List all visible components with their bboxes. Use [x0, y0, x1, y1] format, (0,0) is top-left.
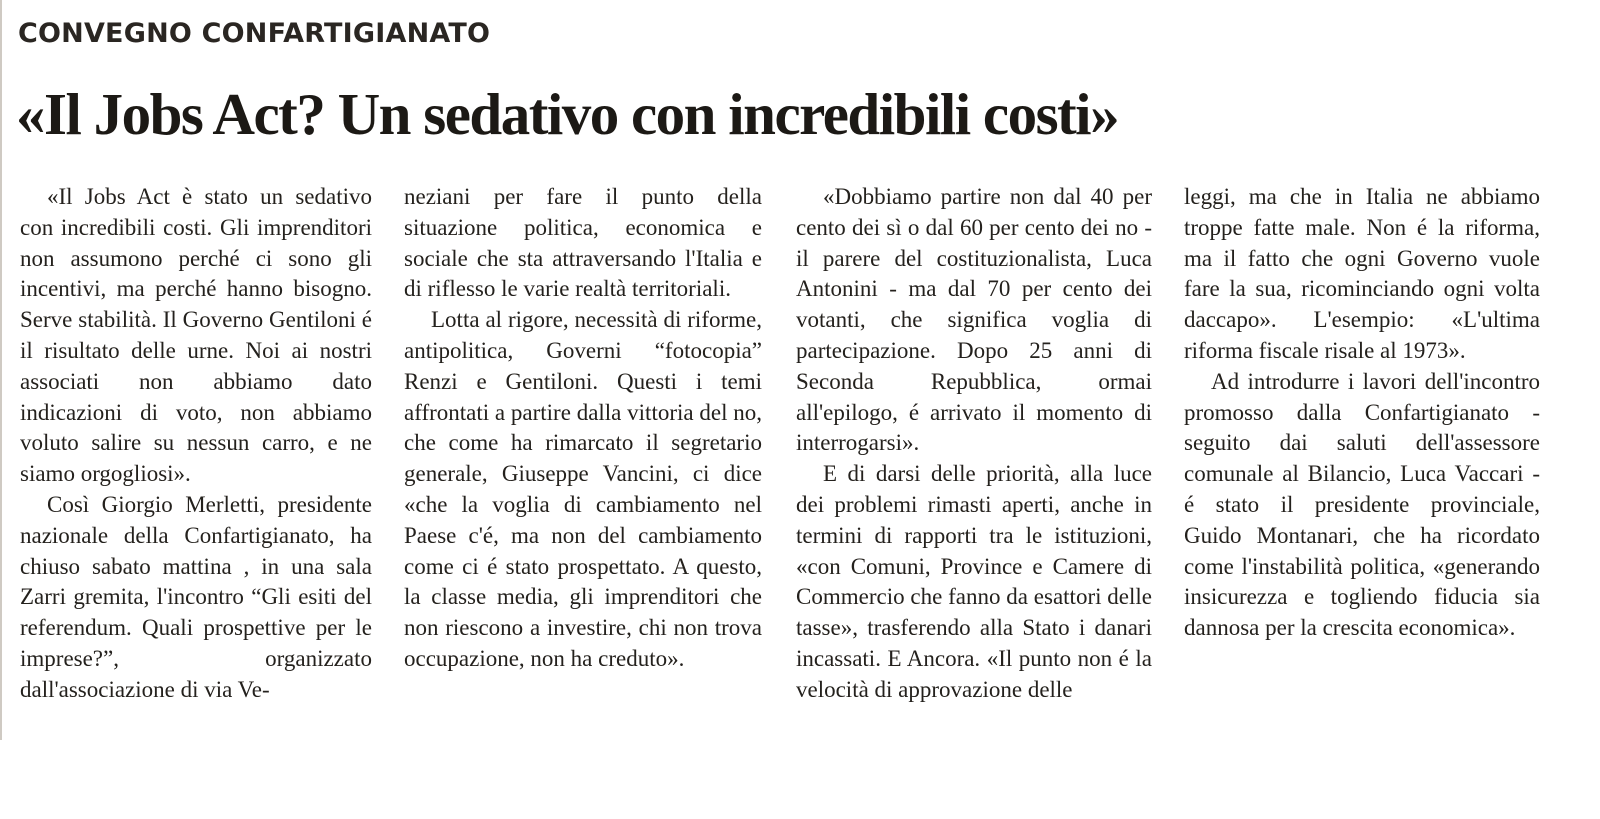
paragraph: E di darsi delle priorità, alla luce dei problemi rimasti aperti, anche in termini di rapporti tra le istituzioni, «con Comuni, Province e Camere di Commercio che fanno da esattori delle tasse», trasferendo alla Stato i danari incassati. E Ancora. «Il punto non é la velocità di approvazione delle	[796, 461, 1152, 702]
article-column-3	[796, 182, 1152, 706]
paragraph: Lotta al rigore, necessità di riforme, antipolitica, Governi “fotocopia” Renzi e Gentiloni. Questi i temi affrontati a partire dalla vittoria del no, che come ha rimarcato il segretario generale, Giuseppe Vancini, ci dice «che la voglia di cambiamento nel Paese c'é, ma non del cambiamento come ci é stato prospettato. A questo, la classe media, gli imprenditori che non riescono a investire, chi non trova occupazione, non ha creduto».	[404, 307, 762, 671]
section-kicker: CONVEGNO CONFARTIGIANATO	[18, 18, 491, 49]
article-column-2	[404, 182, 762, 675]
left-edge-rule	[0, 0, 2, 740]
paragraph: leggi, ma che in Italia ne abbiamo troppe fatte male. Non é la riforma, ma il fatto che ogni Governo vuole fare la sua, ricominciando ogni volta daccapo». L'esempio: «L'ultima riforma fiscale risale al 1973».	[1184, 184, 1540, 363]
paragraph: neziani per fare il punto della situazione politica, economica e sociale che sta attraversando l'Italia e di riflesso le varie realtà territoriali.	[404, 184, 762, 302]
paragraph: «Dobbiamo partire non dal 40 per cento dei sì o dal 60 per cento dei no - il parere del costituzionalista, Luca Antonini - ma dal 70 per cento dei votanti, che significa voglia di partecipazione. Dopo 25 anni di Seconda Repubblica, ormai all'epilogo, é arrivato il momento di interrogarsi».	[796, 184, 1152, 456]
headline: «Il Jobs Act? Un sedativo con incredibili costi»	[16, 81, 1119, 147]
article-column-4	[1184, 182, 1540, 644]
paragraph: Ad introdurre i lavori dell'incontro promosso dalla Confartigianato - seguito dai saluti dell'assessore comunale al Bilancio, Luca Vaccari - é stato il presidente provinciale, Guido Montanari, che ha ricordato come l'instabilità politica, «generando insicurezza e togliendo fiducia sia dannosa per la crescita economica».	[1184, 368, 1540, 641]
article-column-1	[20, 182, 372, 706]
paragraph: Così Giorgio Merletti, presidente nazionale della Confartigianato, ha chiuso sabato mattina , in una sala Zarri gremita, l'incontro “Gli esiti del referendum. Quali prospettive per le imprese?”, organizzato dall'associazione di via Ve-	[20, 491, 372, 702]
paragraph: «Il Jobs Act è stato un sedativo con incredibili costi. Gli imprenditori non assumono perché ci sono gli incentivi, ma perché hanno bisogno. Serve stabilità. Il Governo Gentiloni é il risultato delle urne. Noi ai nostri associati non abbiamo dato indicazioni di voto, non abbiamo voluto salire su nessun carro, e ne siamo orgogliosi».	[20, 184, 372, 487]
